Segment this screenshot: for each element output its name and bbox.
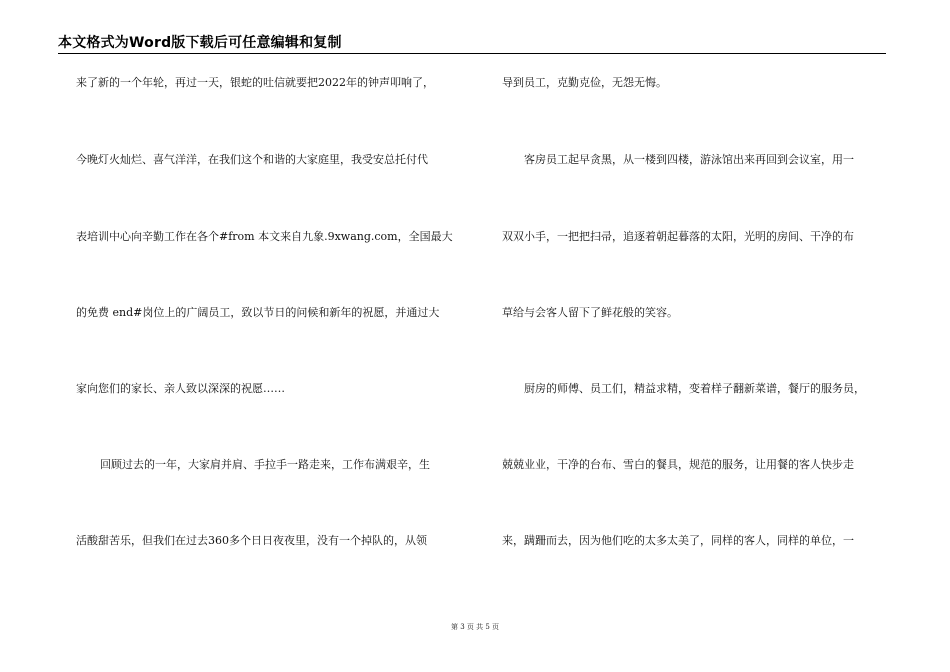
text-line: 表培训中心向辛勤工作在各个#from 本文来自九象.9xwang.com，全国最大 xyxy=(76,230,453,243)
paragraph-start-line: 客房员工起早贪黑，从一楼到四楼，游泳馆出来再回到会议室，用一 xyxy=(524,153,854,166)
text-line: 导到员工，克勤克俭，无怨无悔。 xyxy=(502,76,667,89)
text-line: 的免费 end#岗位上的广阔员工，致以节日的问候和新年的祝愿，并通过大 xyxy=(76,306,440,319)
text-line: 家向您们的家长、亲人致以深深的祝愿…… xyxy=(76,382,285,395)
text-line: 今晚灯火灿烂、喜气洋洋，在我们这个和谐的大家庭里，我受安总托付代 xyxy=(76,153,428,166)
text-line: 来了新的一个年轮，再过一天，银蛇的吐信就要把2022年的钟声叩响了， xyxy=(76,76,434,89)
text-line: 兢兢业业，干净的台布、雪白的餐具，规范的服务，让用餐的客人快步走 xyxy=(502,458,854,471)
text-line: 来，蹒跚而去，因为他们吃的太多太美了，同样的客人，同样的单位，一 xyxy=(502,534,854,547)
page-number: 第 3 页 共 5 页 xyxy=(450,623,500,631)
header-divider xyxy=(58,53,886,54)
text-line: 活酸甜苦乐，但我们在过去360多个日日夜夜里，没有一个掉队的，从领 xyxy=(76,534,427,547)
text-line: 草给与会客人留下了鲜花般的笑容。 xyxy=(502,306,678,319)
paragraph-start-line: 厨房的师傅、员工们，精益求精，变着样子翻新菜谱，餐厅的服务员， xyxy=(524,382,865,395)
page-header-title: 本文格式为Word版下载后可任意编辑和复制 xyxy=(58,35,342,51)
paragraph-start-line: 回顾过去的一年，大家肩并肩、手拉手一路走来，工作布满艰辛，生 xyxy=(100,458,430,471)
text-line: 双双小手，一把把扫帚，追逐着朝起暮落的太阳，光明的房间、干净的布 xyxy=(502,230,854,243)
